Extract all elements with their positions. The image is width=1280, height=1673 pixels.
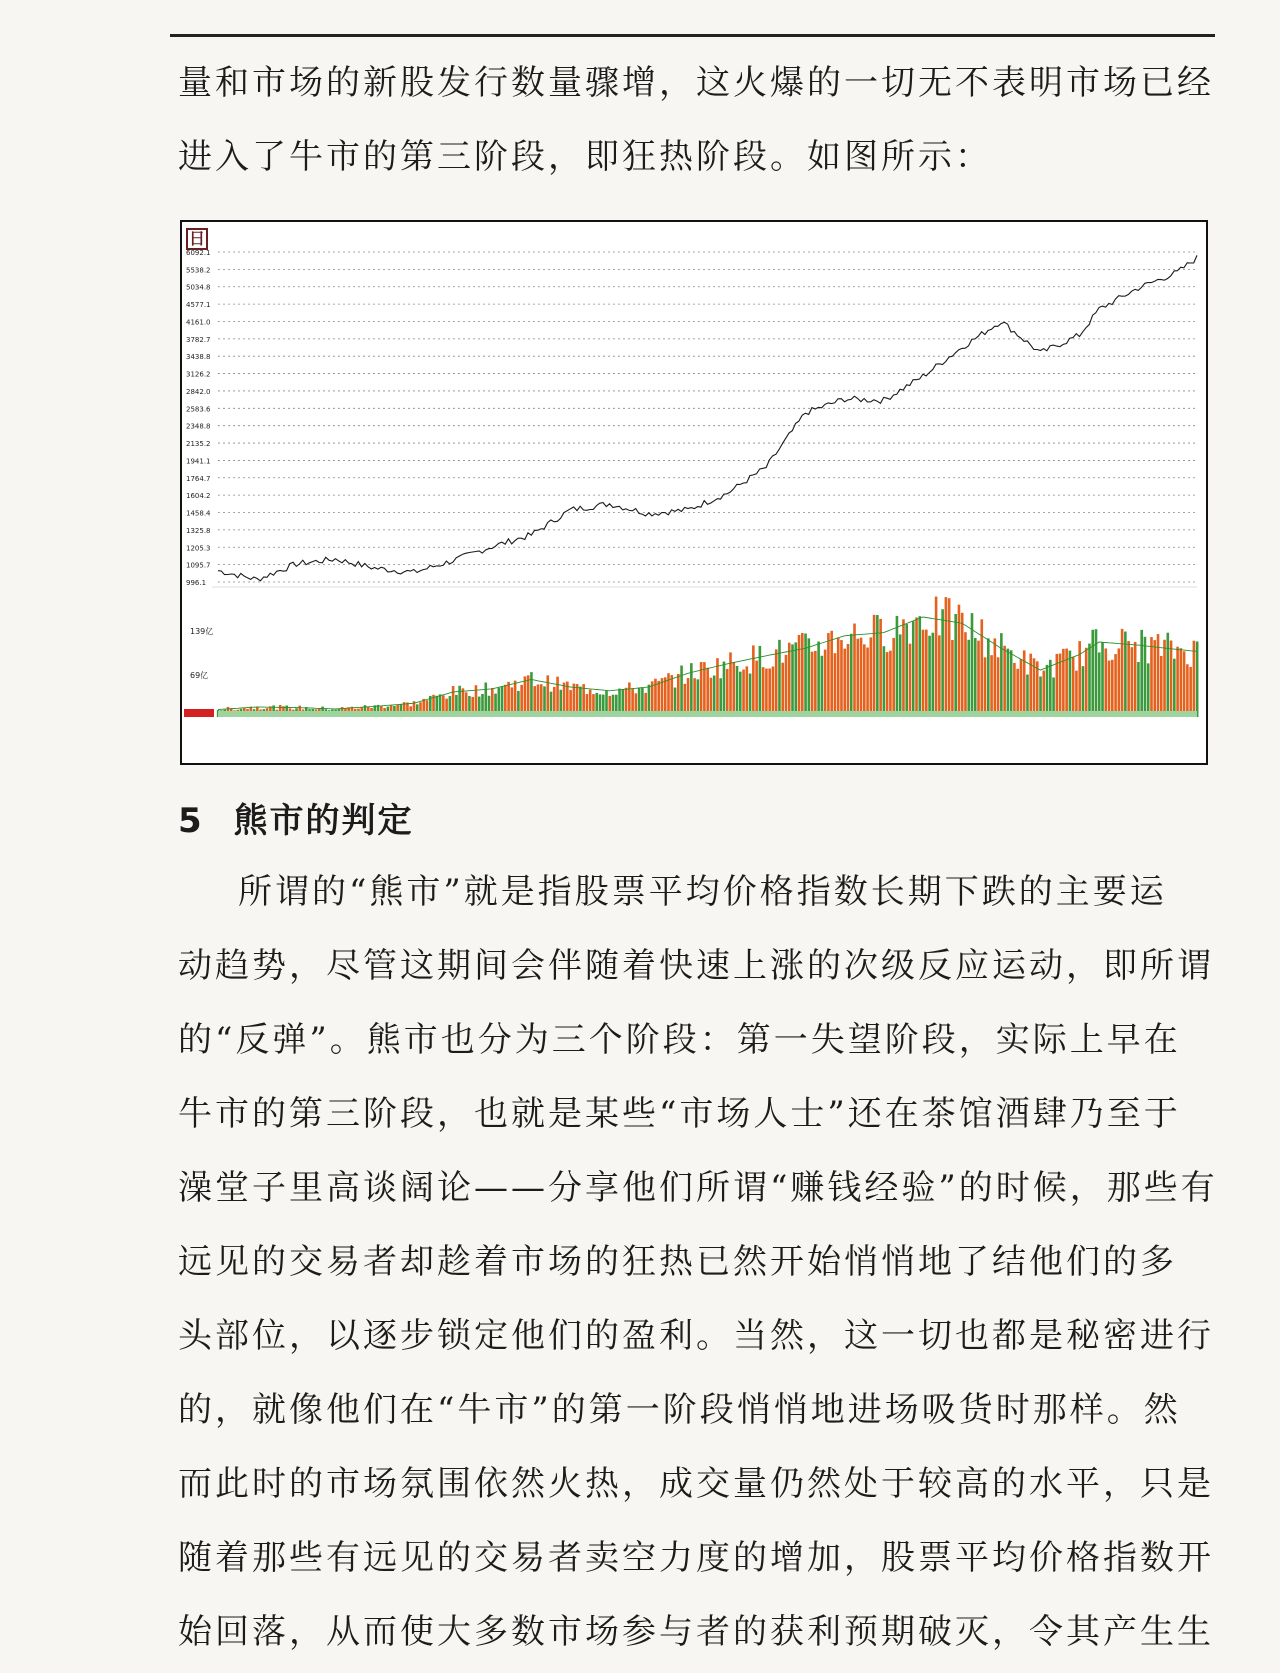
price-tick-label: 1458.4 <box>186 509 211 518</box>
volume-bar <box>984 657 987 717</box>
volume-bar <box>1036 661 1039 717</box>
volume-bar <box>546 675 549 717</box>
volume-bar <box>1010 650 1013 717</box>
volume-bar <box>716 658 719 717</box>
volume-bar <box>1085 648 1088 717</box>
volume-bar <box>1189 667 1192 717</box>
volume-bar <box>1078 641 1081 717</box>
price-tick-label: 1095.7 <box>186 561 211 570</box>
volume-bar <box>958 605 961 717</box>
text-line: 所谓的“熊市”就是指股票平均价格指数长期下跌的主要运 <box>238 872 1167 912</box>
volume-bar <box>1088 644 1091 717</box>
volume-bar <box>938 635 941 717</box>
volume-bar <box>1114 654 1117 717</box>
volume-bar <box>879 619 882 717</box>
index-chart-figure <box>180 220 1208 765</box>
volume-bar <box>1016 669 1019 717</box>
text-line: 始回落，从而使大多数市场参与者的获利预期破灭，令其产生生 <box>178 1612 1214 1652</box>
volume-bar <box>752 645 755 717</box>
volume-bar <box>896 616 899 717</box>
volume-bar <box>1121 629 1124 717</box>
price-tick-label: 1205.3 <box>186 544 211 553</box>
volume-bar <box>883 646 886 717</box>
price-tick-label: 2348.8 <box>186 422 211 431</box>
volume-bar <box>788 643 791 717</box>
volume-bar <box>726 669 729 717</box>
volume-bar <box>1137 662 1140 717</box>
volume-bar <box>892 638 895 717</box>
price-tick-label: 1764.7 <box>186 474 211 483</box>
volume-bar <box>1176 647 1179 717</box>
volume-bar <box>941 609 944 717</box>
volume-bar <box>1091 630 1094 717</box>
price-tick-label: 3782.7 <box>186 335 211 344</box>
volume-bar <box>954 614 957 717</box>
period-label: 日 <box>186 228 208 250</box>
volume-bar <box>556 677 559 717</box>
volume-bar <box>866 648 869 717</box>
volume-bar <box>713 675 716 717</box>
volume-bar <box>853 624 856 717</box>
volume-bar <box>765 669 768 717</box>
volume-bar <box>918 616 921 717</box>
volume-bar <box>1082 666 1085 717</box>
volume-bar <box>990 655 993 717</box>
volume-bar <box>948 598 951 717</box>
volume-bar <box>987 638 990 717</box>
section-heading <box>178 793 414 842</box>
volume-bar <box>961 613 964 717</box>
price-tick-label: 2842.0 <box>186 387 211 396</box>
volume-bar <box>1153 640 1156 717</box>
volume-bar <box>746 666 749 717</box>
price-tick-label: 996.1 <box>186 579 207 587</box>
volume-bar <box>847 644 850 717</box>
text-line: 远见的交易者却趁着市场的狂热已然开始悄悄地了结他们的多 <box>178 1242 1177 1282</box>
volume-bar <box>527 675 530 717</box>
volume-bar <box>912 621 915 717</box>
volume-bar <box>935 597 938 717</box>
volume-bar <box>801 633 804 717</box>
volume-bar <box>1140 630 1143 717</box>
price-tick-label: 5538.2 <box>186 266 211 275</box>
volume-bar <box>967 640 970 717</box>
text-line: 澡堂子里高谈阔论——分享他们所谓“赚钱经验”的时候，那些有 <box>178 1168 1218 1208</box>
volume-bar <box>1042 671 1045 717</box>
volume-bar <box>749 674 752 717</box>
price-tick-label: 4161.0 <box>186 318 211 327</box>
volume-bar <box>1075 671 1078 717</box>
volume-bar <box>870 637 873 717</box>
text-line: 量和市场的新股发行数量骤增，这火爆的一切无不表明市场已经 <box>178 63 1214 103</box>
section-title: 熊市的判定 <box>233 801 414 841</box>
volume-bar <box>840 640 843 717</box>
volume-bar <box>670 675 673 717</box>
price-tick-label: 2135.2 <box>186 440 211 449</box>
volume-bar <box>997 657 1000 717</box>
volume-bar <box>703 662 706 717</box>
volume-bar <box>902 619 905 717</box>
volume-bar <box>850 634 853 717</box>
volume-bar <box>1108 661 1111 717</box>
volume-bar <box>524 676 527 717</box>
volume-bar <box>808 638 811 717</box>
volume-baseline-strip <box>218 711 1197 717</box>
volume-bar <box>837 638 840 717</box>
volume-bar <box>1173 659 1176 717</box>
volume-bar <box>1101 642 1104 717</box>
text-line: 的“反弹”。熊市也分为三个阶段：第一失望阶段，实际上早在 <box>178 1020 1181 1060</box>
volume-bar <box>932 633 935 717</box>
volume-bar <box>1134 642 1137 717</box>
volume-bar <box>974 638 977 717</box>
volume-bar <box>1118 648 1121 717</box>
volume-bar <box>1029 654 1032 717</box>
volume-bar <box>1039 676 1042 717</box>
volume-bar <box>1046 665 1049 717</box>
text-line: 头部位，以逐步锁定他们的盈利。当然，这一切也都是秘密进行 <box>178 1316 1214 1356</box>
volume-bar <box>1131 647 1134 717</box>
volume-marker <box>184 709 214 717</box>
price-tick-label: 3438.8 <box>186 353 211 362</box>
volume-bar <box>1111 660 1114 717</box>
volume-bar <box>1157 634 1160 717</box>
volume-bar <box>677 674 680 717</box>
volume-bar <box>834 653 837 717</box>
volume-bar <box>876 615 879 717</box>
price-tick-label: 1941.1 <box>186 457 211 466</box>
volume-bar <box>723 662 726 717</box>
volume-bar <box>811 652 814 717</box>
volume-bar <box>928 636 931 717</box>
price-tick-label: 1325.8 <box>186 526 211 535</box>
volume-bar <box>1062 649 1065 717</box>
volume-bar <box>1163 640 1166 717</box>
volume-bar <box>791 644 794 717</box>
volume-bar <box>925 630 928 717</box>
volume-bar <box>1186 664 1189 717</box>
header-rule <box>170 34 1215 37</box>
volume-bar <box>873 615 876 717</box>
volume-bar <box>736 666 739 717</box>
volume-bar <box>1049 660 1052 717</box>
top-paragraph <box>178 46 1214 194</box>
volume-bar <box>1069 651 1072 717</box>
volume-bar <box>1147 663 1150 717</box>
text-line: 随着那些有远见的交易者卖空力度的增加，股票平均价格指数开 <box>178 1538 1214 1578</box>
volume-bar <box>1003 646 1006 717</box>
volume-bar <box>860 638 863 717</box>
volume-bar <box>742 670 745 717</box>
volume-bar <box>1127 641 1130 717</box>
section-number: 5 <box>178 801 204 841</box>
price-tick-label: 5034.8 <box>186 283 211 292</box>
volume-bar <box>804 633 807 717</box>
volume-bar <box>856 639 859 717</box>
volume-bar <box>977 641 980 717</box>
volume-bar <box>1180 648 1183 717</box>
price-tick-label: 3126.2 <box>186 370 211 379</box>
volume-bar <box>1170 640 1173 717</box>
volume-bar <box>729 652 732 717</box>
volume-bar <box>1095 629 1098 717</box>
text-line: 动趋势，尽管这期间会伴随着快速上涨的次级反应运动，即所谓 <box>178 946 1214 986</box>
volume-bar <box>775 649 778 717</box>
volume-bar <box>1013 663 1016 717</box>
volume-bar <box>755 661 758 717</box>
volume-bar <box>706 668 709 717</box>
volume-tick-label: 69亿 <box>190 670 209 680</box>
volume-bar <box>1160 656 1163 717</box>
volume-bar <box>980 619 983 717</box>
volume-bar <box>1026 675 1029 717</box>
volume-bar <box>824 650 827 717</box>
volume-bar <box>909 644 912 717</box>
volume-bar <box>994 638 997 717</box>
volume-bar <box>1098 652 1101 717</box>
price-tick-label: 2583.6 <box>186 405 211 414</box>
price-tick-label: 4577.1 <box>186 301 211 310</box>
volume-bar <box>817 642 820 717</box>
volume-bar <box>1150 637 1153 717</box>
index-chart <box>182 222 1206 763</box>
volume-bar <box>1166 633 1169 717</box>
volume-bar <box>794 642 797 717</box>
volume-bar <box>1144 637 1147 717</box>
volume-bar <box>899 634 902 717</box>
volume-bar <box>1072 657 1075 717</box>
volume-bar <box>886 652 889 717</box>
volume-bar <box>830 631 833 717</box>
volume-bar <box>739 672 742 717</box>
volume-bar <box>821 656 824 717</box>
volume-bar <box>1020 659 1023 717</box>
volume-bar <box>1196 642 1199 717</box>
volume-bar <box>690 663 693 717</box>
text-line: 的，就像他们在“牛市”的第一阶段悄悄地进场吸货时那样。然 <box>178 1390 1181 1430</box>
volume-bar <box>768 668 771 717</box>
volume-bar <box>530 672 533 717</box>
volume-bar <box>1193 641 1196 717</box>
volume-bar <box>905 624 908 717</box>
volume-bar <box>732 662 735 717</box>
volume-bar <box>798 635 801 717</box>
volume-bar <box>843 649 846 717</box>
text-line: 牛市的第三阶段，也就是某些“市场人士”还在茶馆酒肆乃至于 <box>178 1094 1181 1134</box>
body-paragraph <box>178 855 1218 1669</box>
volume-bar <box>762 667 765 717</box>
volume-bar <box>1007 649 1010 717</box>
volume-bar <box>680 666 683 717</box>
volume-bar <box>951 640 954 717</box>
text-line: 进入了牛市的第三阶段，即狂热阶段。如图所示： <box>178 137 992 177</box>
volume-bar <box>781 663 784 717</box>
volume-bar <box>1000 633 1003 717</box>
volume-bar <box>889 651 892 717</box>
volume-bar <box>915 617 918 717</box>
volume-bar <box>772 667 775 717</box>
volume-bar <box>778 640 781 717</box>
volume-bar <box>1104 648 1107 717</box>
volume-bar <box>863 644 866 717</box>
volume-bar <box>964 632 967 717</box>
volume-bar <box>1059 654 1062 717</box>
price-tick-label: 6092.1 <box>186 249 211 257</box>
volume-bar <box>785 655 788 717</box>
volume-bar <box>945 597 948 717</box>
text-line: 而此时的市场氛围依然火热，成交量仍然处于较高的水平，只是 <box>178 1464 1214 1504</box>
price-tick-label: 1604.2 <box>186 492 211 501</box>
volume-bar <box>814 651 817 717</box>
volume-bar <box>827 633 830 717</box>
volume-tick-label: 139亿 <box>190 627 214 637</box>
volume-bar <box>922 630 925 717</box>
volume-bar <box>1183 651 1186 717</box>
